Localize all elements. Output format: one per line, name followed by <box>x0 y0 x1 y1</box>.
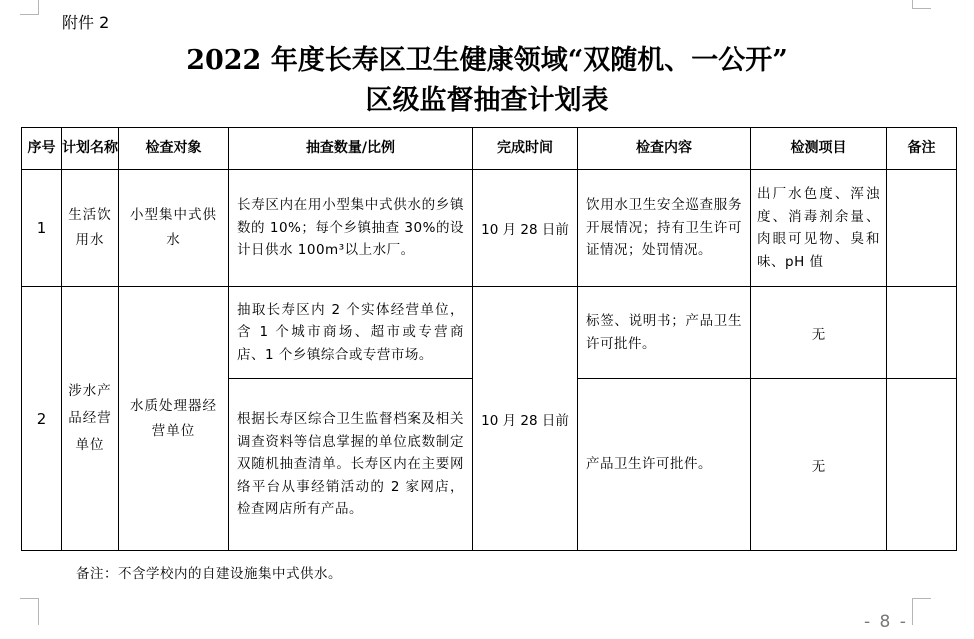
row-2-deadline: 10 月 28 日前 <box>473 287 578 551</box>
header-seq: 序号 <box>22 128 62 170</box>
page-number: - 8 - <box>864 612 908 632</box>
header-content: 检查内容 <box>578 128 751 170</box>
row-2b-test-items: 无 <box>751 379 887 551</box>
row-2a-content: 标签、说明书；产品卫生许可批件。 <box>578 287 751 379</box>
attachment-label: 附件 2 <box>62 13 110 32</box>
header-deadline: 完成时间 <box>473 128 578 170</box>
row-1-deadline: 10 月 28 日前 <box>473 170 578 287</box>
table-header-row <box>22 128 957 170</box>
row-2a-test-items: 无 <box>751 287 887 379</box>
header-plan-name: 计划名称 <box>62 128 119 170</box>
header-remarks: 备注 <box>887 128 957 170</box>
row-2-target: 水质处理器经营单位 <box>119 287 229 551</box>
row-2a-remarks <box>887 287 957 379</box>
table-footnote: 备注：不含学校内的自建设施集中式供水。 <box>76 566 342 582</box>
crop-mark-bottom-right <box>912 598 931 625</box>
row-1-content: 饮用水卫生安全巡查服务开展情况；持有卫生许可证情况；处罚情况。 <box>578 170 751 287</box>
header-quantity: 抽查数量/比例 <box>229 128 473 170</box>
crop-mark-top-left <box>20 0 39 15</box>
table-row <box>22 287 957 379</box>
crop-mark-bottom-left <box>20 598 39 625</box>
row-1-target: 小型集中式供水 <box>119 170 229 287</box>
row-2b-content: 产品卫生许可批件。 <box>578 379 751 551</box>
row-1-plan-name: 生活饮用水 <box>62 170 119 287</box>
table-row <box>22 170 957 287</box>
header-test-items: 检测项目 <box>751 128 887 170</box>
row-2b-remarks <box>887 379 957 551</box>
row-1-quantity: 长寿区内在用小型集中式供水的乡镇数的 10%；每个乡镇抽查 30%的设计日供水 100m³以上水厂。 <box>229 170 473 287</box>
row-1-test-items: 出厂水色度、浑浊度、消毒剂余量、肉眼可见物、臭和味、pH 值 <box>751 170 887 287</box>
crop-mark-top-right <box>912 0 931 9</box>
row-2b-quantity: 根据长寿区综合卫生监督档案及相关调查资料等信息掌握的单位底数制定双随机抽查清单。长寿区内在主要网络平台从事经销活动的 2 家网店，检查网店所有产品。 <box>229 379 473 551</box>
inspection-plan-table <box>21 127 957 551</box>
row-1-remarks <box>887 170 957 287</box>
document-title-line-2: 区级监督抽查计划表 <box>365 85 609 116</box>
row-2-seq: 2 <box>22 287 62 551</box>
row-1-seq: 1 <box>22 170 62 287</box>
row-2-plan-name: 涉水产品经营单位 <box>62 287 119 551</box>
row-2a-quantity: 抽取长寿区内 2 个实体经营单位，含 1 个城市商场、超市或专营商店、1 个乡镇综合或专营市场。 <box>229 287 473 379</box>
header-target: 检查对象 <box>119 128 229 170</box>
document-title-line-1: 2022 年度长寿区卫生健康领域“双随机、一公开” <box>186 45 788 76</box>
